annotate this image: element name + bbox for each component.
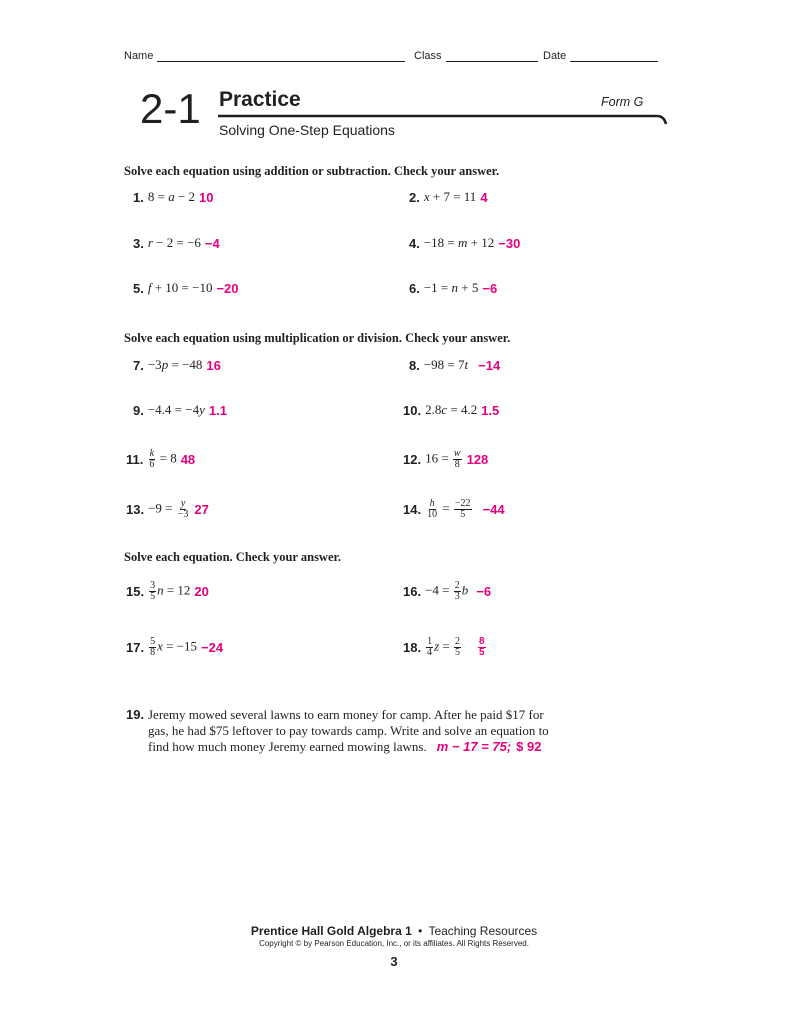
answer: [478, 637, 486, 658]
problem-7: [133, 357, 221, 373]
answer-equation: m − 17 = 75;: [436, 739, 512, 754]
page-number: 3: [390, 954, 398, 969]
lesson-title: Practice: [219, 88, 301, 111]
problem-text-line-2: gas, he had $75 leftover to pay towards camp. Write and solve an equation to: [148, 723, 549, 738]
problem-13: [126, 499, 209, 520]
problem-6: [409, 280, 497, 296]
equation: $\frac{k}{6}$ = 8: [149, 448, 177, 470]
answer: −6: [476, 584, 492, 599]
section-instruction-1: Solve each equation using addition or subtraction. Check your answer.: [124, 164, 500, 178]
problem-number: 10.: [403, 402, 422, 418]
answer: −44: [482, 502, 505, 517]
problem-number: 8.: [409, 357, 420, 373]
answer: 1.5: [481, 402, 500, 418]
equation: −98 = 7t: [423, 357, 469, 372]
problem-1: [133, 189, 214, 205]
equation: 2.8c = 4.2: [425, 402, 478, 417]
problem-number: 15.: [126, 584, 145, 599]
problem-number: 12.: [403, 452, 422, 467]
problem-17: [126, 637, 223, 658]
problem-number: 4.: [409, 235, 420, 251]
answer: −30: [498, 235, 521, 251]
problem-4: [409, 235, 520, 251]
answer: −14: [478, 357, 501, 373]
problem-number: 19.: [126, 707, 145, 722]
problem-16: [403, 581, 491, 602]
problem-number: 11.: [126, 452, 144, 467]
section-instruction-3: Solve each equation. Check your answer.: [124, 550, 342, 564]
problem-10: [403, 402, 499, 418]
equation: 8 = a − 2: [147, 189, 196, 204]
answer: 16: [206, 357, 221, 373]
problem-number: 18.: [403, 640, 422, 655]
answer-denominator: 5: [478, 647, 485, 658]
problem-9: [133, 402, 227, 418]
problem-number: 13.: [126, 502, 145, 517]
answer: $ 92: [516, 739, 542, 754]
answer: 10: [199, 189, 214, 205]
class-blank: [446, 50, 538, 62]
equation: −3p = −48: [147, 357, 203, 372]
problem-text-line-3: find how much money Jeremy earned mowing lawns.: [148, 739, 427, 754]
answer: 27: [194, 502, 209, 517]
problem-number: 3.: [133, 235, 144, 251]
problem-number: 17.: [126, 640, 145, 655]
equation: $\frac{1}{4}$ z = $\frac{2}{5}$: [427, 636, 460, 658]
equation: $\frac{3}{5}$ n = 12: [150, 580, 191, 602]
equation: −4.4 = −4y: [147, 402, 205, 417]
footer-credit: [0, 924, 788, 938]
equation: x + 7 = 11: [423, 189, 477, 204]
form-label: Form G: [601, 95, 644, 109]
answer: 48: [180, 452, 196, 467]
problem-12: [403, 449, 488, 470]
answer: −20: [216, 280, 239, 296]
answer: 4: [480, 189, 488, 205]
equation: 16 = $\frac{w}{8}$: [425, 448, 461, 470]
answer: 128: [466, 452, 489, 467]
equation: −9 = $\frac{y}{-3}$: [148, 498, 189, 520]
date-label: Date: [543, 50, 567, 62]
lesson-subtitle: Solving One-Step Equations: [219, 122, 395, 138]
problem-3: [133, 235, 220, 251]
equation: $\frac{5}{8}$ x = −15: [150, 636, 198, 658]
equation: f + 10 = −10: [147, 280, 213, 295]
problem-2: [409, 189, 488, 205]
problem-8: [409, 357, 500, 373]
equation: −18 = m + 12: [423, 235, 495, 250]
problem-18: [403, 637, 487, 658]
answer: −6: [482, 280, 498, 296]
class-label: Class: [414, 50, 442, 62]
equation: −4 = $\frac{2}{3}$ b: [425, 580, 469, 602]
answer: 20: [194, 584, 209, 599]
problem-14: [403, 499, 505, 520]
problem-19: [126, 707, 549, 755]
date-field: [543, 50, 658, 62]
section-instruction-2: Solve each equation using multiplication or division. Check your answer.: [124, 331, 511, 345]
answer-numerator: 8: [478, 636, 485, 647]
problem-number: 1.: [133, 189, 144, 205]
class-field: [414, 50, 538, 62]
date-blank: [570, 50, 658, 62]
problem-15: [126, 581, 209, 602]
problem-11: [126, 449, 195, 470]
problem-number: 14.: [403, 502, 422, 517]
footer-bullet: •: [418, 924, 423, 938]
answer: 1.1: [208, 402, 227, 418]
equation: $\frac{h}{10}$ = $\frac{-22}{5}$: [427, 498, 471, 520]
name-field: [124, 50, 405, 62]
copyright: Copyright © by Pearson Education, Inc., or its affiliates. All Rights Reserved.: [259, 939, 529, 948]
answer: −4: [204, 235, 220, 251]
problem-number: 9.: [133, 402, 144, 418]
equation: r − 2 = −6: [147, 235, 201, 250]
name-label: Name: [124, 50, 154, 62]
lesson-number: 2-1: [140, 85, 201, 132]
answer: −24: [201, 640, 224, 655]
resource-title: Teaching Resources: [428, 924, 538, 938]
problem-number: 7.: [133, 357, 144, 373]
book-title: Prentice Hall Gold Algebra 1: [250, 924, 412, 938]
problem-number: 16.: [403, 584, 422, 599]
problem-number: 6.: [409, 280, 420, 296]
equation: −1 = n + 5: [423, 280, 479, 295]
problem-number: 2.: [409, 189, 420, 205]
problem-5: [133, 280, 239, 296]
name-blank: [157, 50, 405, 62]
problem-number: 5.: [133, 280, 144, 296]
problem-text-line-1: Jeremy mowed several lawns to earn money for camp. After he paid $17 for: [148, 707, 544, 722]
